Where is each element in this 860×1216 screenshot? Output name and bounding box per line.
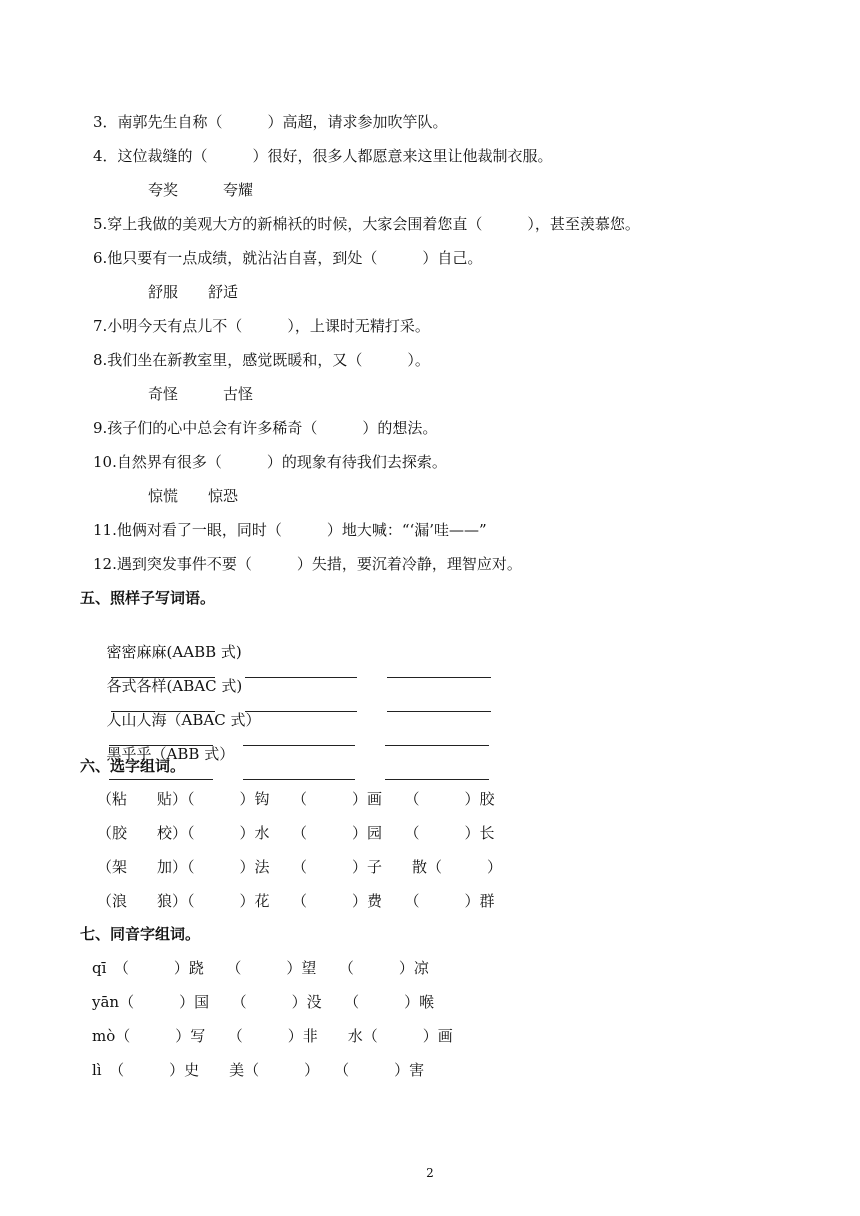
homophone-row-4: lì （ ）史 美（ ） （ ）害 <box>92 1061 425 1079</box>
pattern-example: 黑乎乎（ABB 式） <box>106 745 235 763</box>
question-10: 10.自然界有很多（ ）的现象有待我们去探索。 <box>93 453 447 471</box>
homophone-row-3: mò（ ）写 （ ）非 水（ ）画 <box>92 1027 453 1045</box>
homophone-row-2: yān（ ）国 （ ）没 （ ）喉 <box>92 993 435 1011</box>
char-choice-row-2: （胶 校）（ ）水 （ ）园 （ ）长 <box>97 824 495 842</box>
char-choice-row-1: （粘 贴）（ ）钩 （ ）画 （ ）胶 <box>97 790 495 808</box>
homophone-row-1: qī （ ）跷 （ ）望 （ ）凉 <box>92 959 429 977</box>
question-9: 9.孩子们的心中总会有许多稀奇（ ）的想法。 <box>93 419 438 437</box>
pattern-example: 人山人海（ABAC 式） <box>106 711 261 729</box>
section-6-heading: 六、选字组词。 <box>80 757 186 775</box>
answer-blank[interactable] <box>385 764 489 780</box>
char-choice-row-4: （浪 狼）（ ）花 （ ）费 （ ）群 <box>97 892 495 910</box>
question-4: 4．这位裁缝的（ ）很好，很多人都愿意来这里让他裁制衣服。 <box>93 147 553 165</box>
char-choice-row-3: （架 加）（ ）法 （ ）子 散（ ） <box>97 858 503 876</box>
answer-blank[interactable] <box>243 764 355 780</box>
question-12: 12.遇到突发事件不要（ ）失措，要沉着冷静，理智应对。 <box>93 555 522 573</box>
question-11: 11.他俩对看了一眼，同时（ ）地大喊：“‘漏’哇——” <box>93 521 487 539</box>
pattern-example: 密密麻麻(AABB 式) <box>106 643 242 661</box>
section-5-heading: 五、照样子写词语。 <box>80 589 216 607</box>
word-options-3: 奇怪 古怪 <box>148 385 254 403</box>
section-7-heading: 七、同音字组词。 <box>80 925 201 943</box>
word-options-4: 惊慌 惊恐 <box>148 487 239 505</box>
word-options-2: 舒服 舒适 <box>148 283 239 301</box>
question-3: 3．南郭先生自称（ ）高超，请求参加吹竽队。 <box>93 113 448 131</box>
question-8: 8.我们坐在新教室里，感觉既暖和，又（ ）。 <box>93 351 430 369</box>
page-number: 2 <box>426 1166 434 1180</box>
pattern-example: 各式各样(ABAC 式) <box>106 677 243 695</box>
question-6: 6.他只要有一点成绩，就沾沾自喜，到处（ ）自己。 <box>93 249 483 267</box>
word-options-1: 夸奖 夸耀 <box>148 181 254 199</box>
question-7: 7.小明今天有点儿不（ ），上课时无精打采。 <box>93 317 430 335</box>
question-5: 5.穿上我做的美观大方的新棉袄的时候，大家会围着您直（ ），甚至羡慕您。 <box>93 215 640 233</box>
